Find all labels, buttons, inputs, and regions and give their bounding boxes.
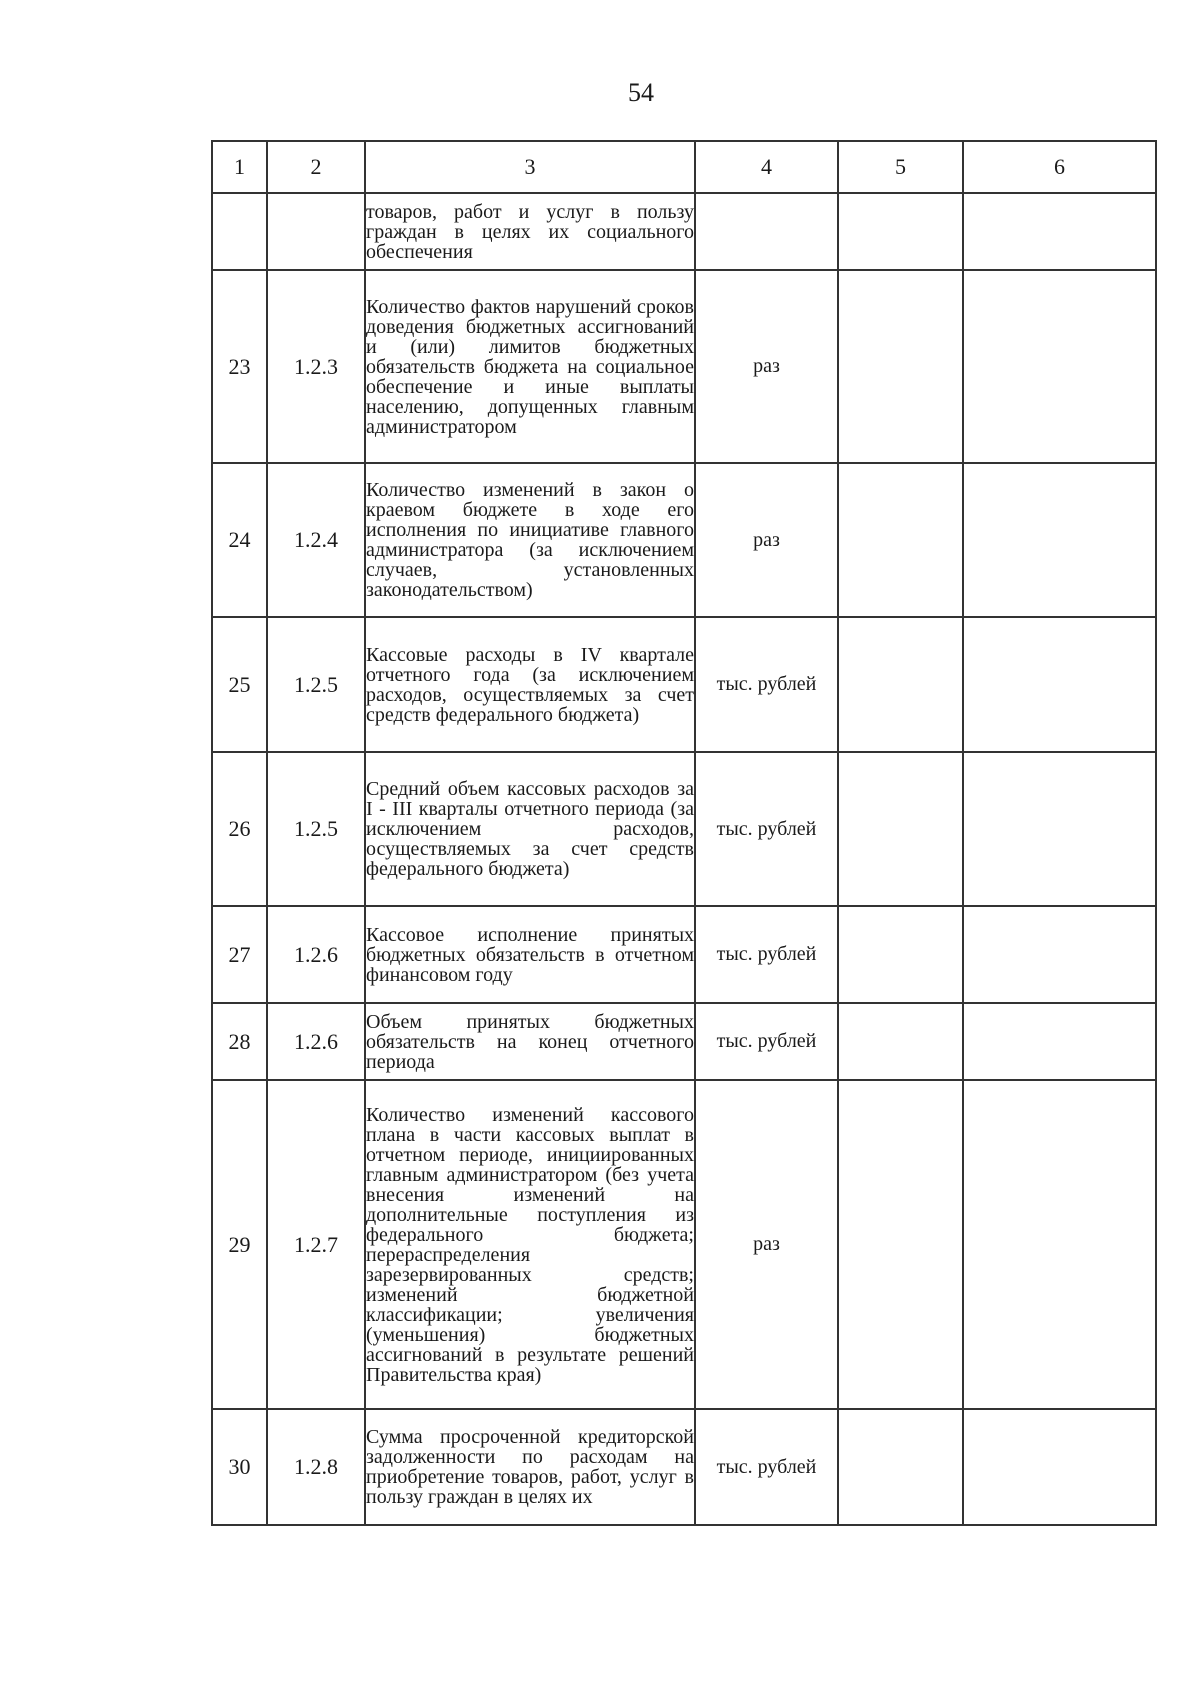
row-code: 1.2.6 [267,1003,365,1080]
row-value-5 [838,1080,963,1409]
table-row [212,1003,1156,1080]
row-indicator-name [365,1409,695,1525]
row-code: 1.2.5 [267,617,365,752]
column-header: 1 [212,141,267,193]
row-indicator-name [365,1080,695,1409]
row-number: 25 [212,617,267,752]
table-row [212,193,1156,270]
row-value-6 [963,1409,1156,1525]
indicator-text: товаров, работ и услуг в пользу граждан в целях их социального обеспечения [366,200,694,263]
row-value-6 [963,270,1156,463]
row-number: 26 [212,752,267,906]
row-unit: тыс. рублей [695,617,838,752]
page-number: 54 [628,78,654,107]
row-number: 30 [212,1409,267,1525]
column-header: 3 [365,141,695,193]
row-unit: тыс. рублей [695,752,838,906]
row-code: 1.2.7 [267,1080,365,1409]
table-header-row [212,141,1156,193]
row-value-5 [838,270,963,463]
indicator-text: Количество изменений в закон о краевом бюджете в ходе его исполнения по инициативе главного администратора (за исключением случаев, установленных законодательством) [366,479,694,601]
row-value-5 [838,193,963,270]
row-code: 1.2.6 [267,906,365,1003]
row-code: 1.2.5 [267,752,365,906]
indicators-table [211,140,1157,1526]
row-code: 1.2.3 [267,270,365,463]
row-number: 24 [212,463,267,617]
table-row [212,463,1156,617]
row-value-6 [963,752,1156,906]
column-header: 2 [267,141,365,193]
row-indicator-name [365,617,695,752]
row-number [212,193,267,270]
column-header: 6 [963,141,1156,193]
row-unit: раз [695,270,838,463]
indicator-text: Объем принятых бюджетных обязательств на конец отчетного периода [366,1010,694,1073]
row-unit: тыс. рублей [695,1003,838,1080]
row-number: 27 [212,906,267,1003]
indicator-text: Кассовое исполнение принятых бюджетных обязательств в отчетном финансовом году [366,923,694,986]
row-value-5 [838,617,963,752]
row-indicator-name [365,906,695,1003]
row-indicator-name [365,463,695,617]
row-value-6 [963,617,1156,752]
row-value-5 [838,906,963,1003]
indicator-text: Количество изменений кассового плана в части кассовых выплат в отчетном периоде, инициированных главным администратором (без учета внесения изменений на дополнительные поступления из федерального бюджета; перераспределения зарезервированных средств; изменений бюджетной классификации; увеличения (уменьшения) бюджетных ассигнований в результате решений Правительства края) [366,1103,694,1386]
indicator-text: Кассовые расходы в IV квартале отчетного года (за исключением расходов, осуществляемых за счет средств федерального бюджета) [366,643,694,726]
row-code: 1.2.8 [267,1409,365,1525]
row-unit [695,193,838,270]
row-indicator-name [365,752,695,906]
row-unit: тыс. рублей [695,1409,838,1525]
table-row [212,1409,1156,1525]
table-row [212,906,1156,1003]
row-unit: раз [695,463,838,617]
column-header: 5 [838,141,963,193]
row-value-6 [963,1003,1156,1080]
row-number: 28 [212,1003,267,1080]
row-indicator-name [365,270,695,463]
table-row [212,617,1156,752]
row-value-5 [838,752,963,906]
table-row [212,1080,1156,1409]
row-value-6 [963,193,1156,270]
row-value-5 [838,1003,963,1080]
indicator-text: Сумма просроченной кредиторской задолженности по расходам на приобретение товаров, работ, услуг в пользу граждан в целях их [366,1426,694,1508]
row-number: 23 [212,270,267,463]
row-value-5 [838,463,963,617]
row-indicator-name [365,193,695,270]
row-value-5 [838,1409,963,1525]
row-value-6 [963,1080,1156,1409]
row-number: 29 [212,1080,267,1409]
row-unit: тыс. рублей [695,906,838,1003]
indicator-text: Количество фактов нарушений сроков доведения бюджетных ассигнований и (или) лимитов бюджетных обязательств бюджета на социальное обеспечение и иные выплаты населению, допущенных главным администратором [366,295,694,438]
row-value-6 [963,906,1156,1003]
table-row [212,752,1156,906]
row-indicator-name [365,1003,695,1080]
column-header: 4 [695,141,838,193]
table-row [212,270,1156,463]
row-code: 1.2.4 [267,463,365,617]
indicator-text: Средний объем кассовых расходов за I - III кварталы отчетного периода (за исключением расходов, осуществляемых за счет средств федерального бюджета) [366,778,694,880]
row-code [267,193,365,270]
row-value-6 [963,463,1156,617]
row-unit: раз [695,1080,838,1409]
